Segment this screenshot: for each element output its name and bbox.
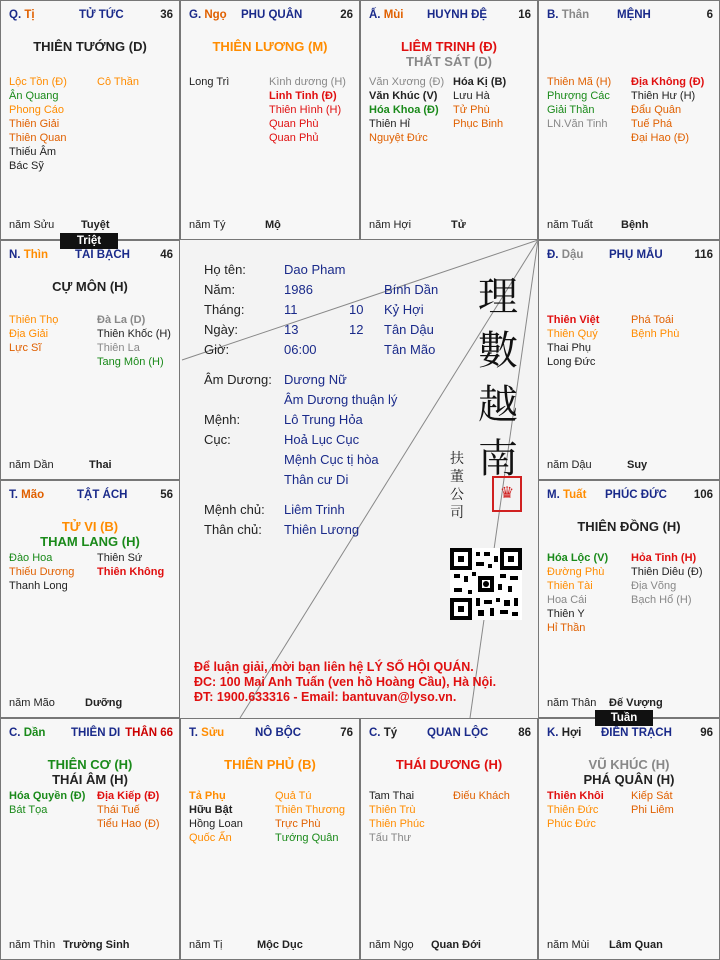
minor-star: Nguyệt Đức bbox=[369, 132, 428, 144]
triet-badge: Triệt bbox=[60, 233, 118, 249]
minor-star: Thiên Khôi bbox=[547, 790, 604, 802]
palace-age: 56 bbox=[160, 489, 173, 501]
minor-star: Phục Binh bbox=[453, 118, 504, 130]
palace-position: G. Ngọ bbox=[189, 9, 227, 21]
palace-phase: Lâm Quan bbox=[609, 939, 663, 951]
red-seal-stamp: ♛ bbox=[492, 476, 522, 512]
palace-name: HUYNH ĐỆ bbox=[427, 9, 488, 21]
minor-star: Phi Liêm bbox=[631, 804, 674, 816]
contact-info: Để luận giải, mời bạn liên hệ LÝ SỐ HỘI QUÁN. ĐC: 100 Mai Anh Tuấn (ven hồ Hoàng Cầu), Hà Nội. ĐT: 1900.633316 - Email: bantuvan@lyso.vn. bbox=[194, 660, 497, 704]
minor-star: Quốc Ấn bbox=[189, 832, 232, 844]
minor-star: Kình dương (H) bbox=[269, 76, 346, 88]
palace-year: năm Thân bbox=[547, 697, 597, 709]
minor-star: Điếu Khách bbox=[453, 790, 510, 802]
minor-star: Đại Hao (Đ) bbox=[631, 132, 690, 144]
palace-name: TÀI BẠCH bbox=[75, 249, 130, 261]
palace-phase: Dưỡng bbox=[85, 697, 123, 709]
minor-star: Tả Phụ bbox=[189, 790, 226, 802]
palace-phase: Suy bbox=[627, 459, 648, 471]
palace-age: 106 bbox=[693, 489, 713, 501]
palace-name: PHÚC ĐỨC bbox=[605, 489, 667, 501]
minor-star: Thiên Tài bbox=[547, 580, 593, 592]
minor-star: Đường Phù bbox=[547, 566, 605, 578]
minor-star: Tang Môn (H) bbox=[97, 356, 164, 368]
minor-star: Bệnh Phù bbox=[631, 328, 680, 340]
minor-star: Phượng Các bbox=[547, 90, 610, 102]
palace-year: năm Mùi bbox=[547, 939, 590, 951]
palace-name: TỬ TỨC bbox=[79, 9, 124, 21]
minor-star: Lực Sĩ bbox=[9, 342, 42, 354]
minor-star: Quả Tú bbox=[275, 790, 312, 802]
minor-star: Ân Quang bbox=[9, 90, 59, 102]
main-star: CỰ MÔN (H) bbox=[52, 279, 128, 294]
calligraphy-logo: 理 數 越 南 bbox=[478, 274, 518, 482]
minor-star: Bác Sỹ bbox=[9, 160, 44, 172]
minor-star: Thiếu Âm bbox=[9, 146, 57, 158]
tuan-badge: Tuần bbox=[595, 710, 653, 726]
minor-star: Địa Giải bbox=[9, 328, 49, 340]
minor-star: Tấu Thư bbox=[369, 832, 412, 844]
minor-star: Thiên Đức bbox=[547, 804, 599, 816]
main-star: THIÊN TƯỚNG (D) bbox=[33, 39, 147, 54]
minor-star: Văn Khúc (V) bbox=[369, 90, 438, 102]
minor-star: Bạch Hổ (H) bbox=[631, 594, 692, 606]
minor-star: Hỉ Thần bbox=[547, 622, 586, 634]
palace-name: QUAN LỘC bbox=[427, 727, 489, 739]
palace-position: Đ. Dậu bbox=[547, 249, 584, 261]
minor-star: Thiên Mã (H) bbox=[547, 76, 612, 88]
minor-star: Thái Tuế bbox=[97, 804, 140, 816]
palace-phase: Mộc Dục bbox=[257, 939, 303, 951]
palace-position: B. Thân bbox=[547, 9, 590, 21]
palace-phase: Quan Đới bbox=[431, 939, 481, 951]
palace-year: năm Mão bbox=[9, 697, 55, 709]
main-star: LIÊM TRINH (Đ) bbox=[400, 39, 498, 54]
minor-star: Đào Hoa bbox=[9, 552, 53, 564]
minor-star: Quan Phủ bbox=[269, 132, 319, 144]
palace-name: ĐIỀN TRẠCH bbox=[601, 727, 672, 739]
minor-star: Lộc Tồn (Đ) bbox=[9, 76, 67, 88]
minor-star: Thanh Long bbox=[9, 580, 68, 592]
minor-star: Tiểu Hao (Đ) bbox=[97, 818, 160, 830]
minor-star: Hóa Kị (B) bbox=[453, 76, 507, 88]
palace-phase: Bệnh bbox=[621, 219, 649, 231]
minor-star: Hoa Cái bbox=[547, 594, 587, 606]
main-star: TỬ VI (B) bbox=[61, 519, 119, 534]
minor-star: Thiên Không bbox=[97, 566, 165, 578]
palace-phase: Tử bbox=[451, 219, 466, 231]
main-star: THÁI ÂM (H) bbox=[52, 772, 128, 787]
minor-star: Tử Phù bbox=[453, 104, 490, 116]
minor-star: Phúc Đức bbox=[547, 818, 596, 830]
minor-star: Thiên Hỉ bbox=[369, 118, 410, 130]
minor-star: Thiên Quý bbox=[547, 328, 598, 340]
palace-year: năm Hợi bbox=[369, 219, 412, 231]
palace-phase: Thai bbox=[89, 459, 112, 471]
palace-position: T. Mão bbox=[9, 489, 45, 501]
minor-star: Hữu Bật bbox=[189, 804, 233, 816]
palace-phase: Đế Vượng bbox=[609, 697, 663, 709]
main-star: THIÊN CƠ (H) bbox=[47, 757, 133, 772]
palace-age: 116 bbox=[694, 249, 713, 261]
palace-phase: Mộ bbox=[265, 219, 281, 231]
qr-code-icon[interactable] bbox=[450, 548, 522, 620]
minor-star: Phong Cáo bbox=[9, 104, 65, 116]
palace-name: PHU QUÂN bbox=[241, 9, 303, 21]
palace-age: 76 bbox=[340, 727, 353, 739]
palace-age: 46 bbox=[160, 249, 173, 261]
palace-year: năm Thìn bbox=[9, 939, 56, 951]
minor-star: Thiên Quan bbox=[9, 132, 67, 144]
palace-phase: Trường Sinh bbox=[63, 939, 130, 951]
minor-star: Quan Phù bbox=[269, 118, 319, 130]
palace-age: 16 bbox=[518, 9, 531, 21]
minor-star: Thiên Khốc (H) bbox=[97, 328, 171, 340]
minor-star: Trực Phù bbox=[275, 818, 321, 830]
minor-star: Hồng Loan bbox=[189, 818, 243, 830]
minor-star: Hóa Lộc (V) bbox=[547, 552, 609, 564]
palace-position: C. Dần bbox=[9, 727, 46, 739]
palace-position: Q. Tị bbox=[9, 9, 35, 21]
minor-star: Thiên Thọ bbox=[9, 314, 59, 326]
palace-age: 36 bbox=[160, 9, 173, 21]
palace-age: 86 bbox=[518, 727, 531, 739]
minor-star: Tướng Quân bbox=[275, 832, 339, 844]
palace-position: T. Sửu bbox=[189, 727, 225, 739]
minor-star: Giải Thần bbox=[547, 104, 595, 116]
minor-star: Đẩu Quân bbox=[631, 104, 682, 116]
minor-star: Thiên Hình (H) bbox=[269, 104, 342, 116]
minor-star: Linh Tinh (Đ) bbox=[269, 90, 337, 102]
minor-star: Long Đức bbox=[547, 356, 596, 368]
minor-star: Địa Kiếp (Đ) bbox=[97, 790, 160, 802]
palace-position: C. Tý bbox=[369, 727, 398, 739]
palace-name: THIÊN DI bbox=[71, 727, 121, 739]
minor-star: Kiếp Sát bbox=[631, 790, 673, 802]
minor-star: LN.Văn Tinh bbox=[547, 118, 608, 130]
main-star: VŨ KHÚC (H) bbox=[588, 757, 670, 772]
calligraphy-small: 扶 董 公 司 bbox=[450, 451, 464, 521]
palace-year: năm Tị bbox=[189, 939, 223, 951]
center-info-panel: Họ tên: Dao Pham Năm: 1986 Bính Dần Tháng: 11 10 Kỷ Hợi Ngày: 13 12 Tân Dậu Giờ: 06:00 Tân Mão Âm Dương: Dương Nữ Âm Dương thuận lý Mệnh: Lô Trung Hỏa Cục: Hoả Lục Cục Mệnh Cục tị hòa Thân cư Di Mệnh chủ: Liêm Trinh Thân chủ: Thiên Lương 理 數 越 南 扶 董 公 司 ♛ Để luận giải, mời bạn liên hệ LÝ SỐ HỘI QUÁN. ĐC: 100 Mai Anh Tuấn (ven hồ Hoàng Cầu), Hà Nội. ĐT: 1900.633316 - Email: bantuvan@lyso.vn. bbox=[180, 240, 540, 718]
minor-star: Văn Xương (Đ) bbox=[369, 76, 445, 88]
minor-star: Thai Phụ bbox=[547, 342, 592, 354]
palace-position: N. Thìn bbox=[9, 249, 48, 261]
palace-name: MỆNH bbox=[617, 9, 651, 21]
palace-year: năm Sửu bbox=[9, 219, 55, 231]
minor-star: Cô Thần bbox=[97, 76, 139, 88]
main-star: PHÁ QUÂN (H) bbox=[583, 772, 675, 787]
main-star: THIÊN ĐỒNG (H) bbox=[577, 519, 681, 534]
palace-age: THÂN 66 bbox=[125, 727, 173, 739]
minor-star: Địa Võng bbox=[631, 580, 677, 592]
main-star: THAM LANG (H) bbox=[40, 534, 140, 549]
palace-position: M. Tuất bbox=[547, 489, 587, 501]
palace-year: năm Dậu bbox=[547, 459, 592, 471]
minor-star: Thiên Thương bbox=[275, 804, 346, 816]
minor-star: Hóa Khoa (Đ) bbox=[369, 104, 439, 116]
minor-star: Bát Tọa bbox=[9, 804, 48, 816]
main-star: THIÊN LƯƠNG (M) bbox=[212, 39, 328, 54]
palace-name: PHỤ MẪU bbox=[609, 249, 663, 261]
palace-name: NÔ BỘC bbox=[255, 727, 301, 739]
minor-star: Địa Không (Đ) bbox=[631, 76, 705, 88]
minor-star: Thiên Trù bbox=[369, 804, 416, 816]
palace-position: Ấ. Mùi bbox=[369, 9, 404, 21]
main-star: THÁI DƯƠNG (H) bbox=[395, 757, 503, 772]
minor-star: Hóa Quyền (Đ) bbox=[9, 790, 86, 802]
minor-star: Thiên Sứ bbox=[97, 552, 143, 564]
palace-age: 26 bbox=[340, 9, 353, 21]
palace-year: năm Tý bbox=[189, 219, 226, 231]
minor-star: Thiên Hư (H) bbox=[631, 90, 696, 102]
palace-year: năm Dần bbox=[9, 459, 54, 471]
palace-age: 6 bbox=[706, 9, 713, 21]
palace-position: K. Hợi bbox=[547, 727, 582, 739]
minor-star: Phá Toái bbox=[631, 314, 674, 326]
minor-star: Thiên Y bbox=[547, 608, 585, 620]
palace-year: năm Ngọ bbox=[369, 939, 414, 951]
minor-star: Thiên Việt bbox=[547, 314, 600, 326]
palace-year: năm Tuất bbox=[547, 219, 593, 231]
minor-star: Thiên La bbox=[97, 342, 140, 354]
minor-star: Lưu Hà bbox=[453, 90, 490, 102]
minor-star: Hỏa Tinh (H) bbox=[631, 552, 697, 564]
minor-star: Thiên Phúc bbox=[369, 818, 425, 830]
palace-name: TẬT ÁCH bbox=[77, 489, 128, 501]
main-star: THIÊN PHỦ (B) bbox=[224, 757, 316, 772]
palace-age: 96 bbox=[700, 727, 713, 739]
minor-star: Thiên Diêu (Đ) bbox=[631, 566, 703, 578]
minor-star: Đà La (D) bbox=[97, 314, 146, 326]
minor-star: Thiếu Dương bbox=[9, 566, 75, 578]
minor-star: Long Trì bbox=[189, 76, 230, 88]
minor-star: Tam Thai bbox=[369, 790, 415, 802]
minor-star: Thiên Giải bbox=[9, 118, 60, 130]
palace-phase: Tuyệt bbox=[81, 219, 110, 231]
main-star: THẤT SÁT (D) bbox=[406, 54, 492, 69]
minor-star: Tuế Phá bbox=[631, 118, 673, 130]
